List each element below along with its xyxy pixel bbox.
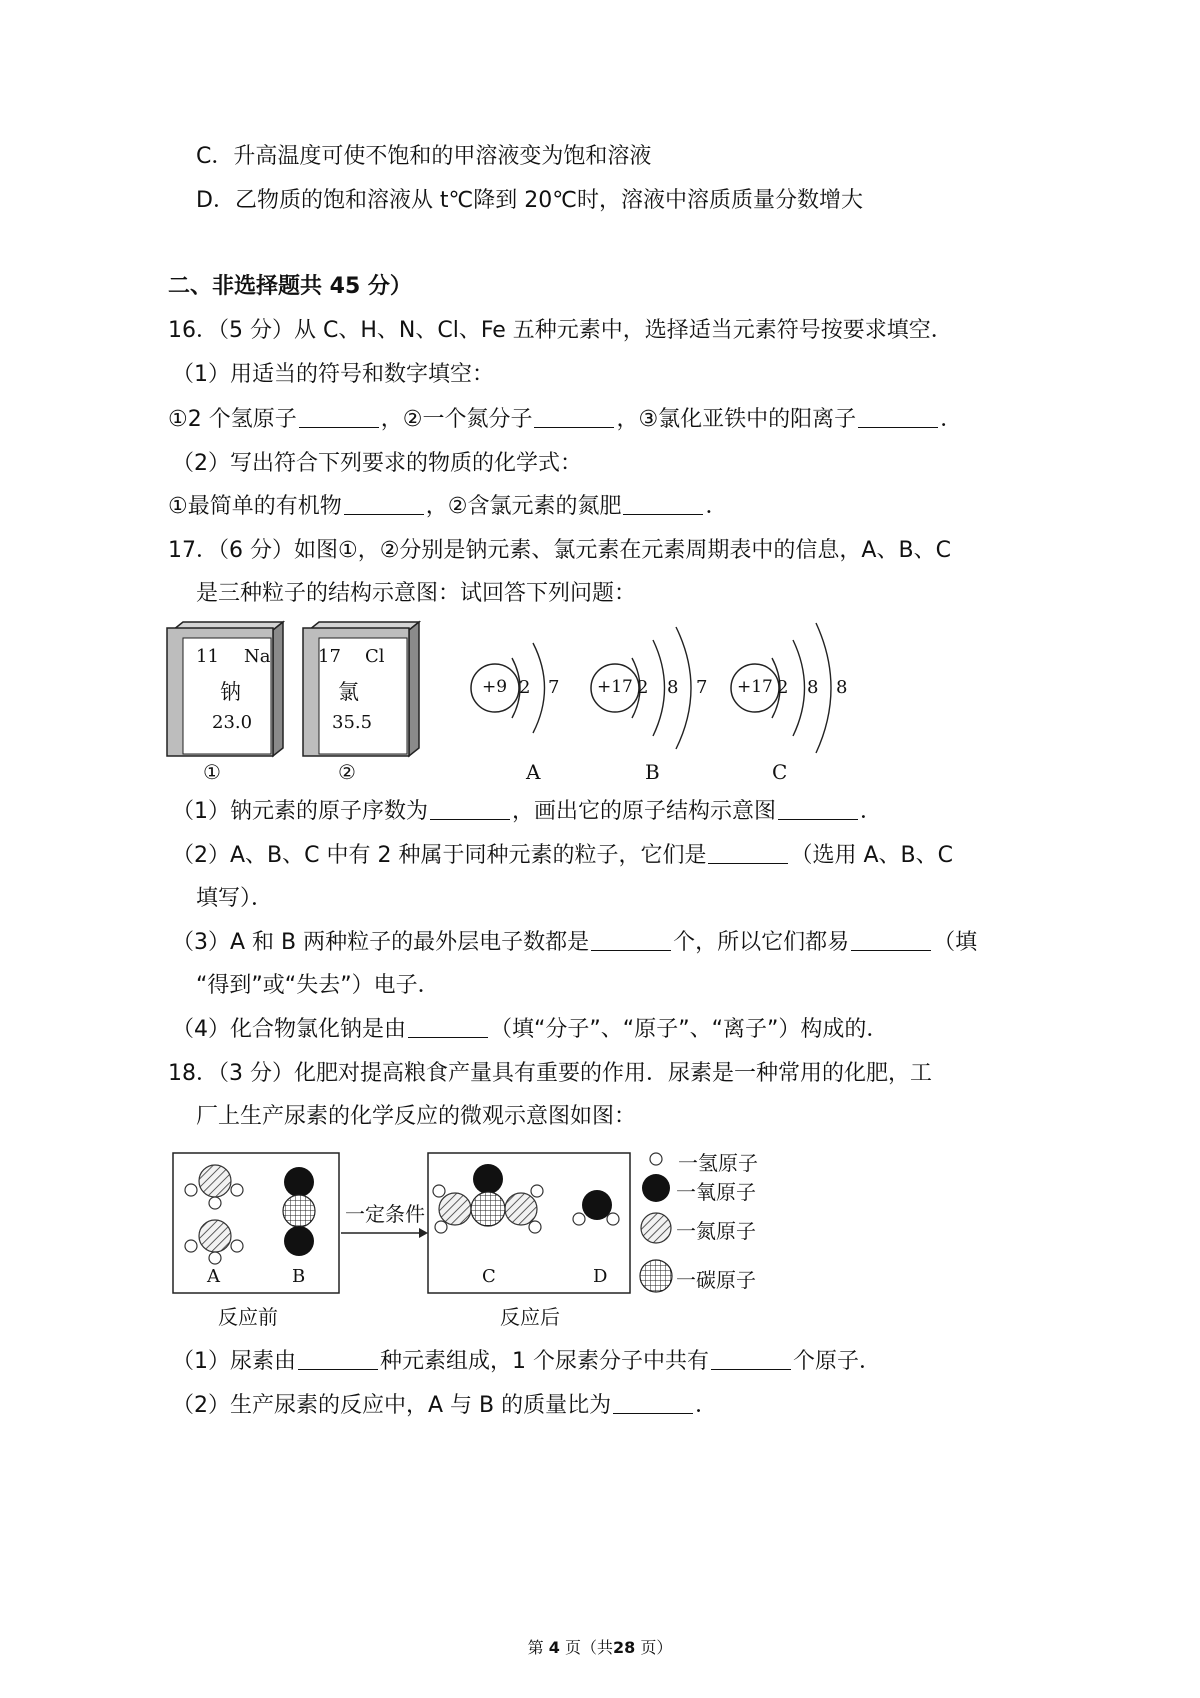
- particle-a-shell-1: 2: [519, 677, 531, 698]
- particle-c-nucleus: +17: [737, 677, 773, 697]
- question-17-cont: 是三种粒子的结构示意图：试回答下列问题：: [196, 581, 637, 606]
- water-molecule: [573, 1190, 619, 1225]
- legend-nitrogen: 一氮原子: [676, 1219, 756, 1243]
- particle-c-shell-2: 8: [807, 677, 819, 698]
- legend: [640, 1153, 672, 1292]
- chlorine-mass: 35.5: [332, 712, 373, 733]
- q16-part2: （2）写出符合下列要求的物质的化学式：: [172, 451, 582, 476]
- molecule-label-a: A: [207, 1266, 220, 1287]
- element-tile-chlorine: [303, 622, 419, 756]
- before-caption: 反应前: [218, 1305, 278, 1329]
- question-17: 17．（6 分）如图①，②分别是钠元素、氯元素在元素周期表中的信息，A、B、C: [168, 538, 951, 563]
- option-d: D．乙物质的饱和溶液从 t℃降到 20℃时，溶液中溶质质量分数增大: [196, 188, 863, 213]
- answer-blank[interactable]: [858, 405, 938, 428]
- page-footer: 第 4 页（共28 页）: [527, 1638, 673, 1657]
- q17-part2: （2）A、B、C 中有 2 种属于同种元素的粒子，它们是 （选用 A、B、C: [172, 843, 953, 868]
- answer-blank[interactable]: [299, 405, 379, 428]
- particle-b-shell-1: 2: [637, 677, 649, 698]
- option-c: C．升高温度可使不饱和的甲溶液变为饱和溶液: [196, 144, 652, 169]
- molecule-label-c: C: [482, 1266, 496, 1287]
- q17-part4: （4）化合物氯化钠是由 （填“分子”、“原子”、“离子”）构成的．: [172, 1017, 889, 1042]
- sodium-mass: 23.0: [212, 712, 253, 733]
- particle-a-nucleus: +9: [482, 677, 508, 697]
- answer-blank[interactable]: [613, 1391, 693, 1414]
- q17-part3-cont: “得到”或“失去”）电子．: [196, 973, 440, 998]
- question-18-cont: 厂上生产尿素的化学反应的微观示意图如图：: [196, 1104, 637, 1129]
- q17-part1: （1）钠元素的原子序数为 ，画出它的原子结构示意图 ．: [172, 799, 883, 824]
- particle-b-nucleus: +17: [597, 677, 633, 697]
- answer-blank[interactable]: [534, 405, 614, 428]
- particle-b-shell-2: 8: [667, 677, 679, 698]
- particle-a-shell-2: 7: [548, 677, 560, 698]
- particle-a-label: A: [526, 760, 541, 784]
- ammonia-molecule: [185, 1165, 243, 1209]
- legend-oxygen: 一氧原子: [676, 1180, 756, 1204]
- answer-blank[interactable]: [298, 1347, 378, 1370]
- particle-c-shell-1: 2: [777, 677, 789, 698]
- figure-label-2: ②: [338, 760, 356, 784]
- molecule-label-b: B: [292, 1266, 306, 1287]
- hydrogen-legend-icon: [650, 1153, 662, 1165]
- question-16: 16．（5 分）从 C、H、N、Cl、Fe 五种元素中，选择适当元素符号按要求填空．: [168, 318, 953, 343]
- particle-b-shell-3: 7: [696, 677, 708, 698]
- answer-blank[interactable]: [851, 928, 931, 951]
- answer-blank[interactable]: [408, 1015, 488, 1038]
- after-caption: 反应后: [500, 1305, 560, 1329]
- q16-part1: （1）用适当的符号和数字填空：: [172, 362, 494, 387]
- q18-part2: （2）生产尿素的反应中，A 与 B 的质量比为 ．: [172, 1393, 718, 1418]
- sodium-name: 钠: [220, 680, 241, 704]
- legend-carbon: 一碳原子: [676, 1268, 756, 1292]
- q17-part3: （3）A 和 B 两种粒子的最外层电子数都是 个，所以它们都易 （填: [172, 930, 978, 955]
- answer-blank[interactable]: [711, 1347, 791, 1370]
- section-heading: 二、非选择题共 45 分）: [168, 274, 412, 299]
- answer-blank[interactable]: [591, 928, 671, 951]
- sodium-number: 11: [196, 646, 219, 667]
- carbon-legend-icon: [640, 1260, 672, 1292]
- reaction-condition: 一定条件: [345, 1202, 425, 1226]
- q16-part2-items: ①最简单的有机物 ，②含氯元素的氮肥 ．: [168, 494, 728, 519]
- question-18: 18．（3 分）化肥对提高粮食产量具有重要的作用．尿素是一种常用的化肥，工: [168, 1061, 932, 1086]
- answer-blank[interactable]: [344, 492, 424, 515]
- figure-label-1: ①: [203, 760, 221, 784]
- carbon-dioxide-molecule: [283, 1167, 315, 1256]
- particle-b-label: B: [645, 760, 660, 784]
- ammonia-molecule: [185, 1220, 243, 1264]
- q16-part1-items: ①2 个氢原子 ，②一个氮分子 ，③氯化亚铁中的阳离子 ．: [168, 407, 963, 432]
- sodium-symbol: Na: [244, 646, 271, 667]
- q17-part2-cont: 填写）．: [196, 886, 274, 911]
- answer-blank[interactable]: [623, 492, 703, 515]
- chlorine-symbol: Cl: [365, 646, 385, 667]
- urea-molecule: [433, 1164, 543, 1233]
- chlorine-number: 17: [318, 646, 341, 667]
- answer-blank[interactable]: [430, 797, 510, 820]
- answer-blank[interactable]: [708, 841, 788, 864]
- particle-c-shell-3: 8: [836, 677, 848, 698]
- chlorine-name: 氯: [338, 680, 359, 704]
- oxygen-legend-icon: [642, 1174, 670, 1202]
- particle-c-label: C: [772, 760, 788, 784]
- nitrogen-legend-icon: [641, 1213, 671, 1243]
- molecule-label-d: D: [593, 1266, 608, 1287]
- q18-part1: （1）尿素由 种元素组成，1 个尿素分子中共有 个原子．: [172, 1349, 882, 1374]
- legend-hydrogen: 一氢原子: [678, 1151, 758, 1175]
- before-box: [173, 1153, 339, 1293]
- answer-blank[interactable]: [778, 797, 858, 820]
